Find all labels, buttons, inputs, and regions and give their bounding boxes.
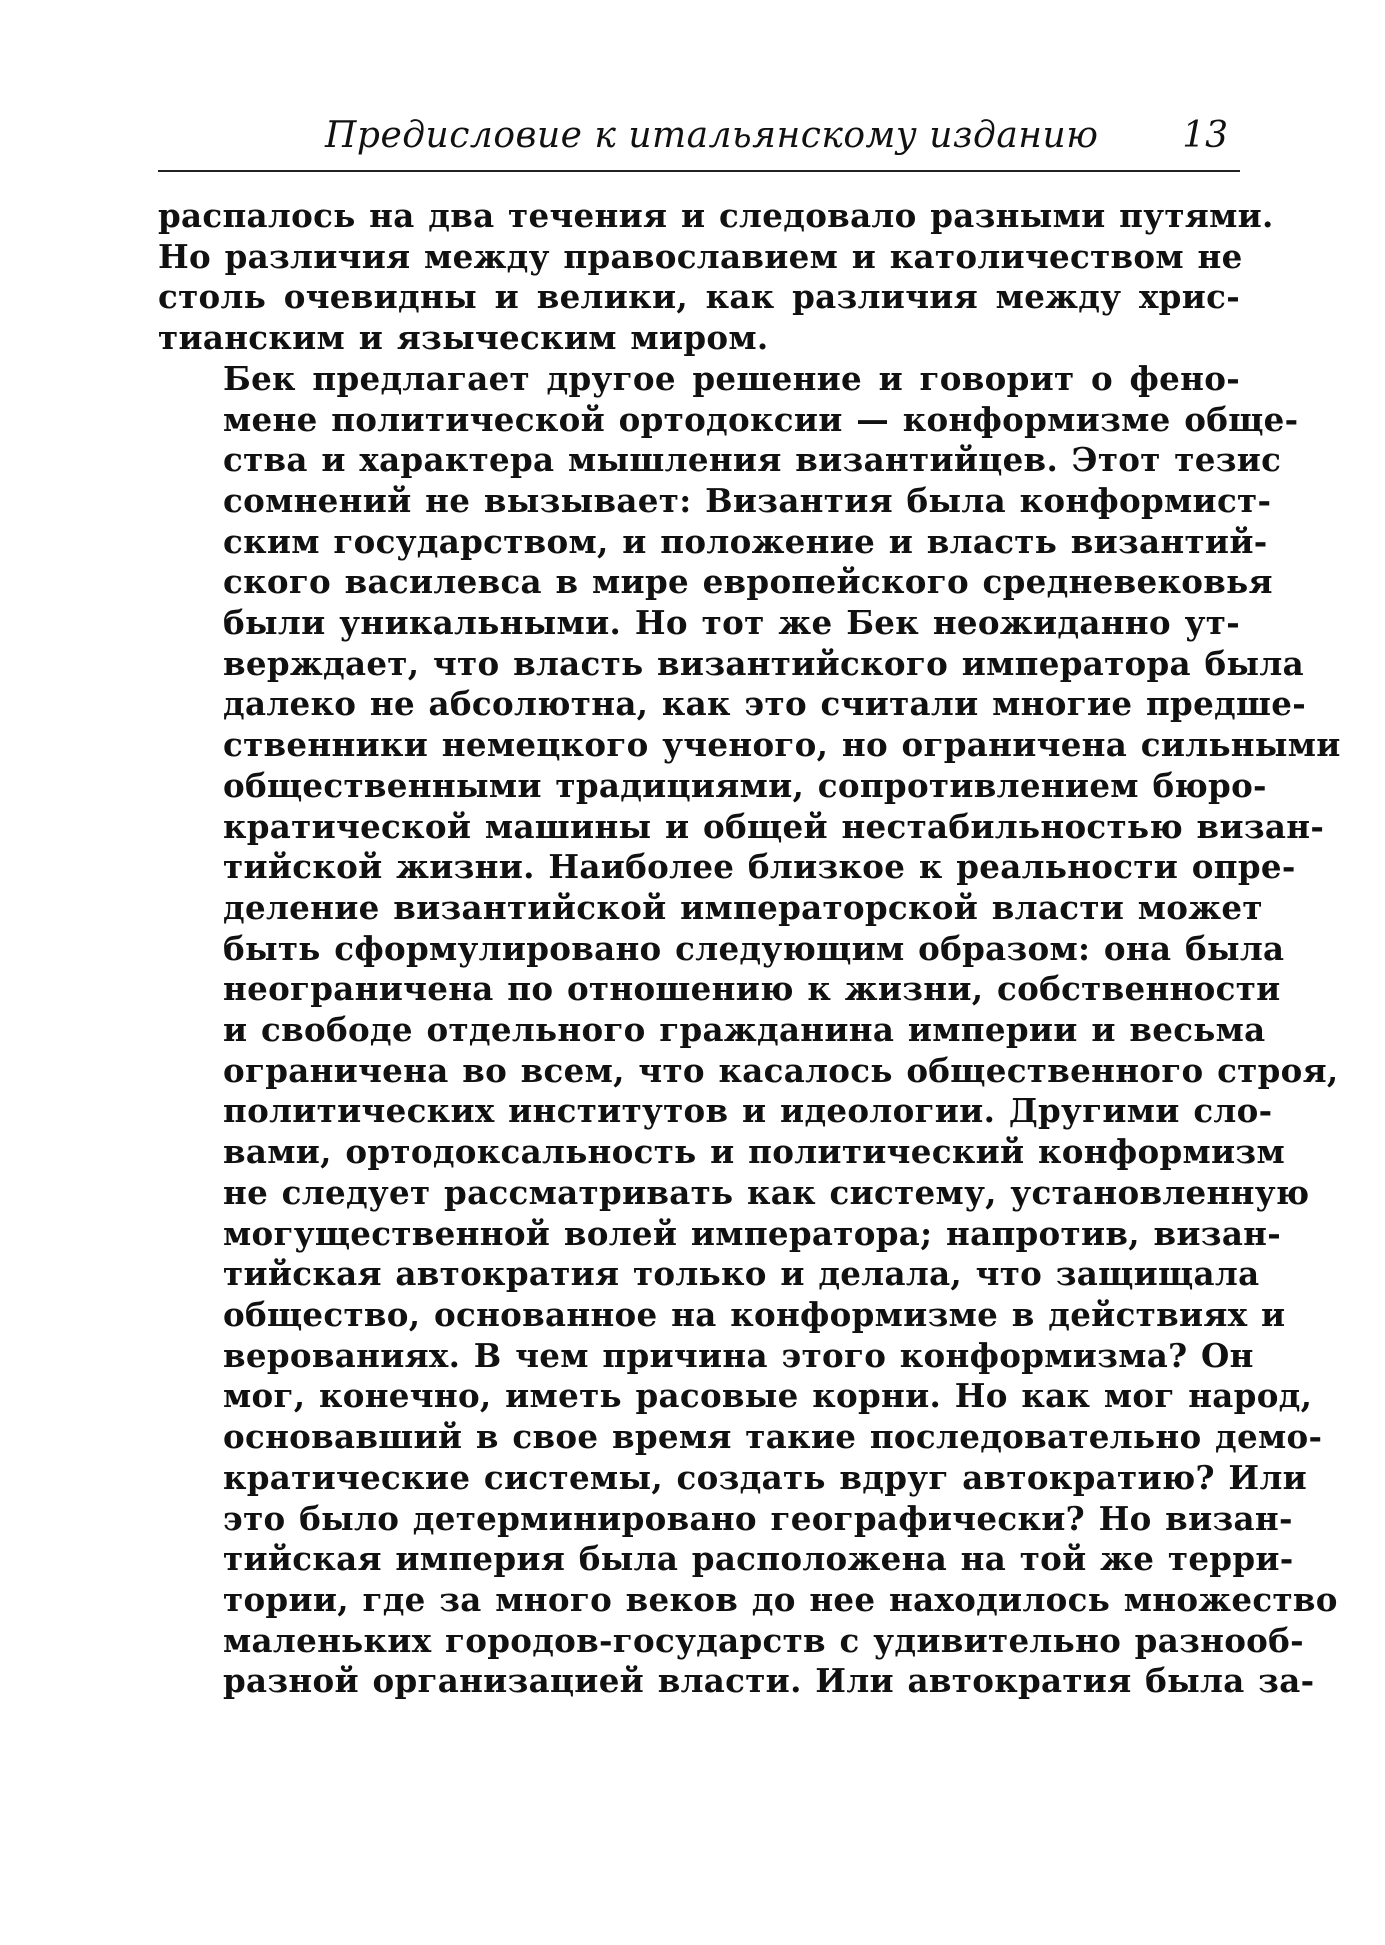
text-line: кратические системы, создать вдруг автократию? Или xyxy=(223,1457,1308,1497)
text-line: ства и характера мышления византийцев. Этот тезис xyxy=(223,440,1282,480)
text-line: ограничена во всем, что касалось общественного строя, xyxy=(223,1050,1339,1090)
header-rule xyxy=(158,170,1240,172)
text-line: и свободе отдельного гражданина империи и весьма xyxy=(223,1010,1266,1050)
text-line: мене политической ортодоксии — конформизме обще- xyxy=(223,399,1299,439)
text-line: ственники немецкого ученого, но ограничена сильными xyxy=(223,725,1341,765)
text-line: тийская империя была расположена на той же терри- xyxy=(223,1539,1294,1579)
text-line: верованиях. В чем причина этого конформизма? Он xyxy=(223,1335,1254,1375)
text-line: неограничена по отношению к жизни, собственности xyxy=(223,969,1281,1009)
text-line: общественными традициями, сопротивлением бюро- xyxy=(223,765,1267,805)
text-line: ского василевса в мире европейского средневековья xyxy=(223,562,1273,602)
text-line: общество, основанное на конформизме в действиях и xyxy=(223,1294,1286,1334)
text-line: сомнений не вызывает: Византия была конформист- xyxy=(223,480,1272,520)
text-line: тианским и языческим миром. xyxy=(158,318,769,358)
paragraph-1 xyxy=(158,196,1274,359)
text-line: политических институтов и идеологии. Другими сло- xyxy=(223,1091,1273,1131)
text-line: основавший в свое время такие последовательно демо- xyxy=(223,1417,1323,1457)
text-line: тории, где за много веков до нее находилось множество xyxy=(223,1579,1338,1619)
text-line: верждает, что власть византийского императора была xyxy=(223,643,1304,683)
page-number: 13 xyxy=(1182,115,1228,156)
running-head xyxy=(158,112,1238,162)
paragraph-2 xyxy=(158,358,1341,1702)
book-page xyxy=(158,112,1341,1701)
text-line: разной организацией власти. Или автократия была за- xyxy=(223,1661,1315,1701)
text-line: далеко не абсолютна, как это считали многие предше- xyxy=(223,684,1307,724)
text-line: Бек предлагает другое решение и говорит о фено- xyxy=(223,358,1240,398)
text-line: были уникальными. Но тот же Бек неожиданно ут- xyxy=(223,603,1240,643)
text-line: тийской жизни. Наиболее близкое к реальности опре- xyxy=(223,847,1296,887)
text-line: не следует рассматривать как систему, установленную xyxy=(223,1172,1310,1212)
text-line: кратической машины и общей нестабильностью визан- xyxy=(223,806,1325,846)
text-line: тийская автократия только и делала, что защищала xyxy=(223,1254,1260,1294)
text-line: распалось на два течения и следовало разными путями. xyxy=(158,196,1274,235)
text-line: ским государством, и положение и власть византий- xyxy=(223,521,1268,561)
text-line: вами, ортодоксальность и политический конформизм xyxy=(223,1132,1285,1172)
text-line: столь очевидны и велики, как различия между хрис- xyxy=(158,277,1240,317)
text-line: мог, конечно, иметь расовые корни. Но как мог народ, xyxy=(223,1376,1313,1416)
text-line: Но различия между православием и католичеством не xyxy=(158,236,1243,276)
text-line: это было детерминировано географически? Но визан- xyxy=(223,1498,1293,1538)
body-text xyxy=(158,196,1341,1702)
running-head-title: Предисловие к итальянскому изданию xyxy=(325,115,1099,156)
text-line: могущественной волей императора; напротив, визан- xyxy=(223,1213,1282,1253)
text-line: деление византийской императорской власти может xyxy=(223,887,1263,927)
text-line: быть сформулировано следующим образом: она была xyxy=(223,928,1285,968)
text-line: маленьких городов-государств с удивительно разнооб- xyxy=(223,1620,1304,1660)
